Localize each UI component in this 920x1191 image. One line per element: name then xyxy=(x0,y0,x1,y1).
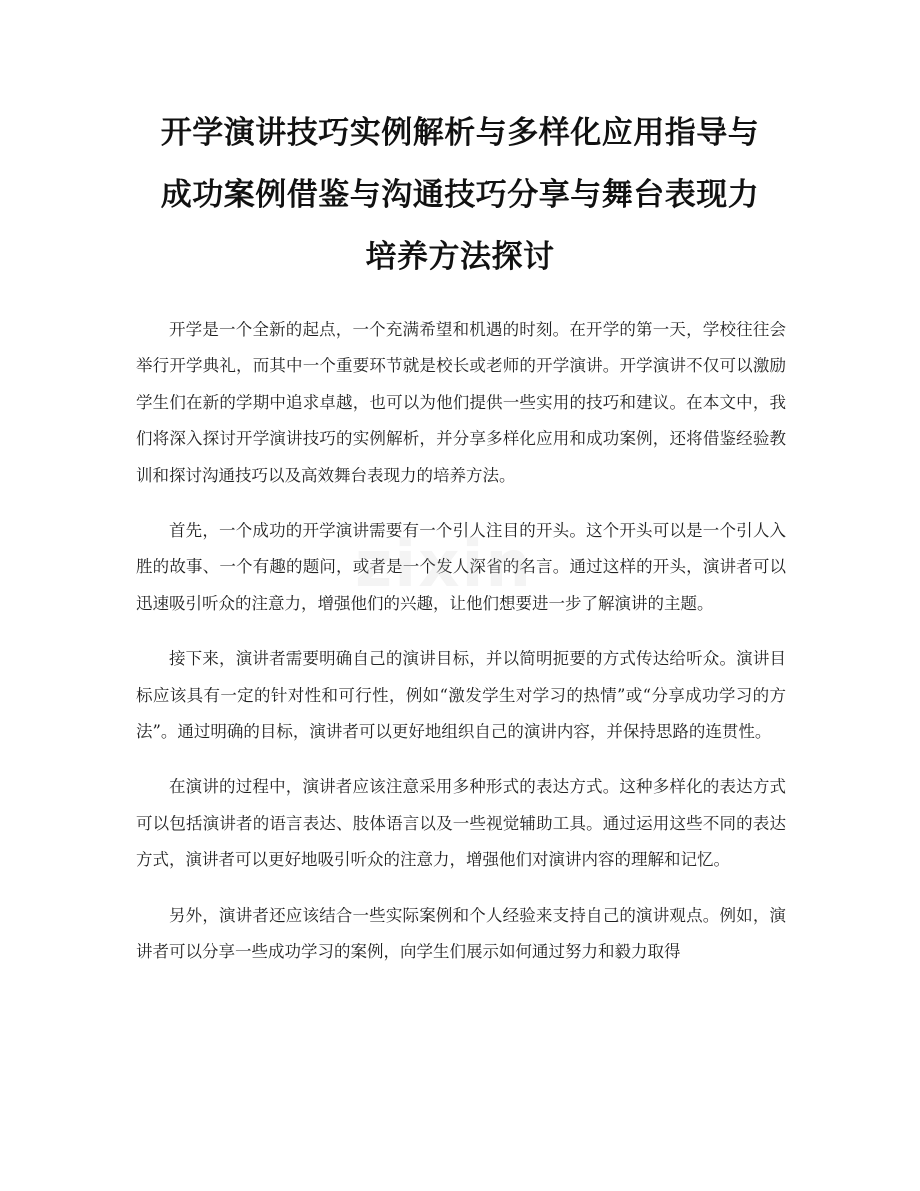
title-line-2: 成功案例借鉴与沟通技巧分享与舞台表现力 xyxy=(160,177,760,213)
paragraph-4: 在演讲的过程中，演讲者应该注意采用多种形式的表达方式。这种多样化的表达方式可以包括演讲者的语言表达、肢体语言以及一些视觉辅助工具。通过运用这些不同的表达方式，演讲者可以更好地吸引听众的注意力，增强他们对演讲内容的理解和记忆。 xyxy=(136,777,786,870)
title-line-1: 开学演讲技巧实例解析与多样化应用指导与 xyxy=(160,115,760,151)
title-line-3: 培养方法探讨 xyxy=(365,239,555,275)
document-title xyxy=(120,102,800,288)
document-body xyxy=(136,312,786,971)
paragraph-3: 接下来，演讲者需要明确自己的演讲目标，并以简明扼要的方式传达给听众。演讲目标应该具有一定的针对性和可行性，例如“激发学生对学习的热情”或“分享成功学习的方法”。通过明确的目标，演讲者可以更好地组织自己的演讲内容，并保持思路的连贯性。 xyxy=(136,649,786,742)
paragraph-5: 另外，演讲者还应该结合一些实际案例和个人经验来支持自己的演讲观点。例如，演讲者可以分享一些成功学习的案例，向学生们展示如何通过努力和毅力取得 xyxy=(136,905,786,962)
paragraph-1: 开学是一个全新的起点，一个充满希望和机遇的时刻。在开学的第一天，学校往往会举行开学典礼，而其中一个重要环节就是校长或老师的开学演讲。开学演讲不仅可以激励学生们在新的学期中追求卓越，也可以为他们提供一些实用的技巧和建议。在本文中，我们将深入探讨开学演讲技巧的实例解析，并分享多样化应用和成功案例，还将借鉴经验教训和探讨沟通技巧以及高效舞台表现力的培养方法。 xyxy=(136,320,786,485)
watermark-logo: zixin xyxy=(355,528,533,602)
paragraph-2: 首先，一个成功的开学演讲需要有一个引人注目的开头。这个开头可以是一个引人入胜的故事、一个有趣的题问，或者是一个发人深省的名言。通过这样的开头，演讲者可以迅速吸引听众的注意力，增强他们的兴趣，让他们想要进一步了解演讲的主题。 xyxy=(136,521,786,613)
